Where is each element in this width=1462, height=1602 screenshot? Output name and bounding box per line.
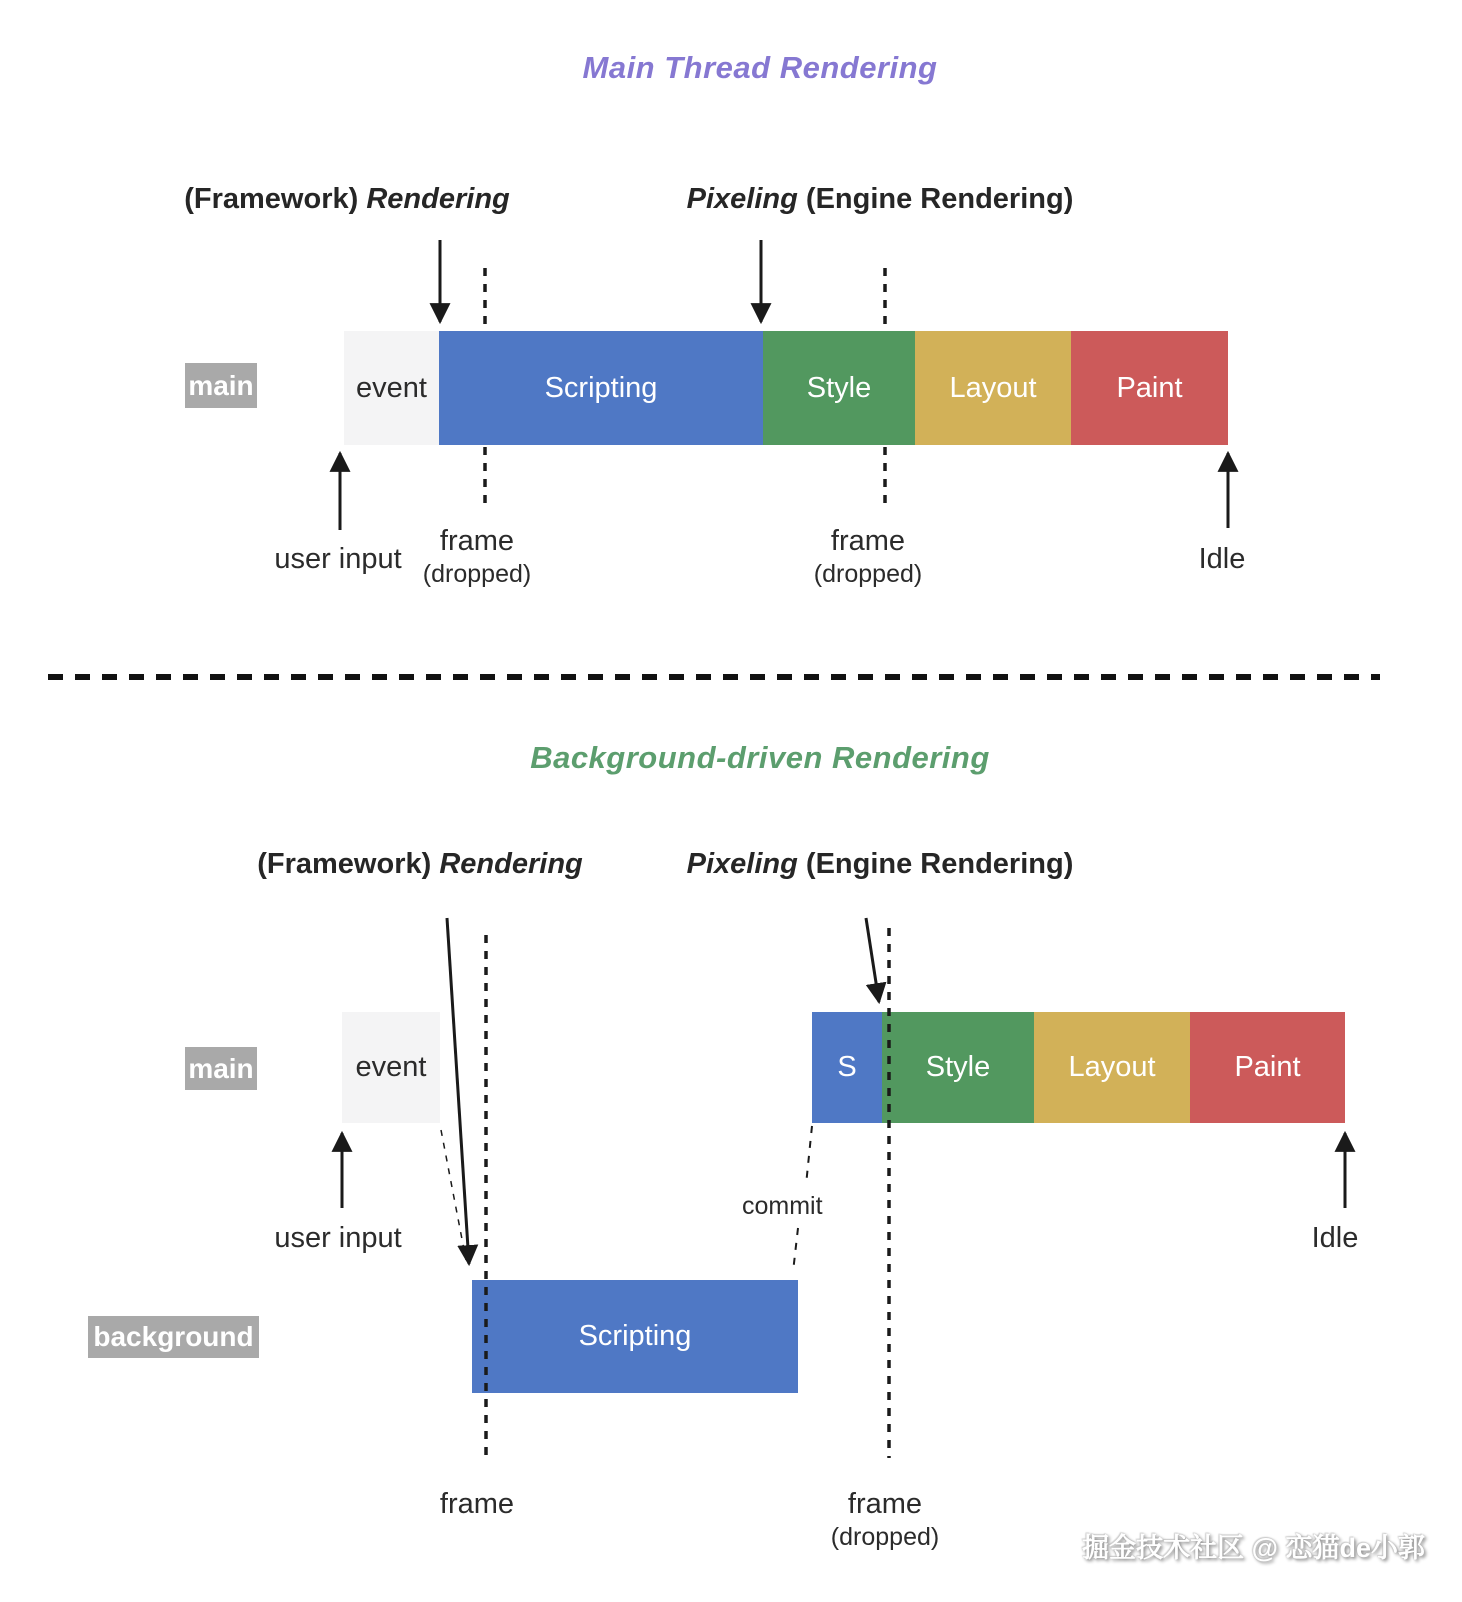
main-thread-badge-bottom: main xyxy=(185,1047,257,1090)
segment-layout-bottom: Layout xyxy=(1034,1012,1190,1123)
main-thread-rendering-title: Main Thread Rendering xyxy=(582,50,938,85)
segment-layout-top: Layout xyxy=(915,331,1071,445)
pixeling-label-normal: (Engine Rendering) xyxy=(805,183,1074,215)
pixeling-label-italic: Pixeling xyxy=(686,848,798,880)
event-to-scripting-dashed-line xyxy=(441,1130,466,1260)
segment-paint-bottom: Paint xyxy=(1190,1012,1345,1123)
frame-dropped-label-top-left xyxy=(377,525,577,589)
idle-label-top: Idle xyxy=(1198,543,1246,575)
dropped-text: (dropped) xyxy=(422,560,532,588)
background-driven-rendering-title: Background-driven Rendering xyxy=(530,740,990,775)
commit-dashed-line-upper xyxy=(806,1126,812,1185)
frame-text: frame xyxy=(847,1488,923,1520)
framework-label-normal: (Framework) xyxy=(184,183,359,215)
segment-paint-top: Paint xyxy=(1071,331,1228,445)
idle-label-bottom: Idle xyxy=(1311,1222,1359,1254)
watermark: 掘金技术社区 @ 恋猫de小郭 xyxy=(1082,1533,1425,1563)
framework-label-italic: Rendering xyxy=(439,848,583,880)
user-input-label-bottom: user input xyxy=(274,1222,402,1254)
pixeling-label-top xyxy=(630,183,1130,216)
pixeling-arrow-bottom xyxy=(866,918,879,1002)
commit-label: commit xyxy=(742,1192,823,1220)
segment-style-bottom: Style xyxy=(882,1012,1034,1123)
segment-s-bottom: S xyxy=(812,1012,882,1123)
main-thread-pixel-bar xyxy=(812,1012,1345,1123)
main-thread-badge-top: main xyxy=(185,363,257,408)
framework-rendering-label-top xyxy=(147,183,547,216)
commit-dashed-line-lower xyxy=(793,1228,798,1272)
pixeling-label-normal: (Engine Rendering) xyxy=(805,848,1074,880)
scripting-box-background: Scripting xyxy=(472,1280,798,1393)
frame-text: frame xyxy=(439,525,515,557)
frame-label-bottom-left xyxy=(377,1488,577,1521)
segment-event-top: event xyxy=(344,331,439,445)
frame-text: frame xyxy=(439,1488,515,1520)
event-box-bottom: event xyxy=(342,1012,440,1123)
pixeling-label-italic: Pixeling xyxy=(686,183,798,215)
framework-label-normal: (Framework) xyxy=(257,848,432,880)
main-thread-timeline-bar xyxy=(344,331,1228,445)
user-input-label-top: user input xyxy=(274,543,402,575)
frame-dropped-label-top-right xyxy=(768,525,968,589)
segment-scripting-top: Scripting xyxy=(439,331,763,445)
framework-arrow-bottom xyxy=(447,918,469,1264)
dropped-text: (dropped) xyxy=(813,560,923,588)
pixeling-label-bottom xyxy=(630,848,1130,881)
framework-label-italic: Rendering xyxy=(366,183,510,215)
dropped-text: (dropped) xyxy=(830,1523,940,1551)
background-thread-badge: background xyxy=(88,1316,259,1358)
frame-dropped-label-bottom-right xyxy=(785,1488,985,1552)
segment-style-top: Style xyxy=(763,331,915,445)
frame-text: frame xyxy=(830,525,906,557)
framework-rendering-label-bottom xyxy=(220,848,620,881)
